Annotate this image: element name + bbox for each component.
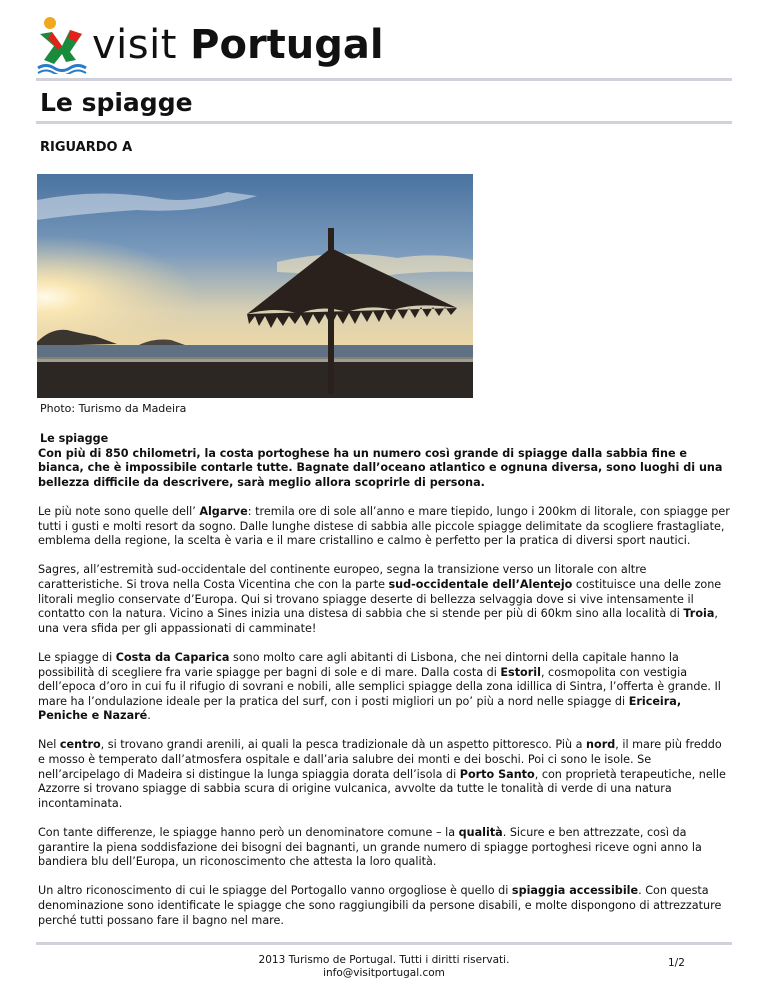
article-intro: Con più di 850 chilometri, la costa portoghese ha un numero così grande di spiagge dalla sabbia fine e bianca, che è impossibile contarle tutte. Bagnate dall’oceano atlantico e ognuna diversa, sono luoghi di una bellezza difficile da descrivere, sarà meglio allora scoprirle di persona.	[38, 446, 723, 489]
photo-caption: Photo: Turismo da Madeira	[40, 402, 187, 415]
highlight-qualita: qualità	[458, 826, 503, 840]
highlight-nord: nord	[586, 738, 616, 752]
highlight-troia: Troia	[683, 607, 715, 621]
paragraph-accessibile: Un altro riconoscimento di cui le spiagge del Portogallo vanno orgogliose è quello di spiaggia accessibile. Con questa denominazione sono identificate le spiagge che sono raggiungibili da persone disabili, e molte dispongono di attrezzature perché tutti possano fare il bagno nel mare.	[38, 884, 722, 927]
highlight-estoril: Estoril	[500, 665, 541, 679]
footer-copyright: 2013 Turismo de Portugal. Tutti i diritti riservati.	[258, 954, 510, 966]
highlight-centro: centro	[59, 738, 101, 752]
portugal-emblem-icon	[36, 16, 92, 74]
paragraph-lisbona: Le spiagge di Costa da Caparica sono molto care agli abitanti di Lisbona, che nei dintorni della capitale hanno la possibilità di scegliere fra varie spiagge per bagni di sole e di mare. Dalla costa di Estoril, cosmopolita con vestigia dell’epoca d’oro in cui fu il rifugio di sovrani e nobili, alle semplici spiagge della zona idillica di Sintra, l’offerta è grande. Il mare ha l’ondulazione ideale per la pratica del surf, con i posti migliori un po’ più a nord nelle spiagge di Ericeira, Peniche e Nazaré.	[38, 650, 721, 723]
section-heading: RIGUARDO A	[40, 140, 133, 155]
paragraph-centro-nord: Nel centro, si trovano grandi arenili, ai quali la pesca tradizionale dà un aspetto pittoresco. Più a nord, il mare più freddo e mosso è temperato dall’atmosfera ospitale e dall’aria salubre dei monti e dei boschi. Poi ci sono le isole. Se nell’arcipelago di Madeira si distingue la lunga spiaggia dorata dell’isola di Porto Santo, con proprietà terapeutiche, nelle Azzorre si trovano spiagge di sabbia scura di origine vulcanica, avvolte da tutte le tonalità di verde di una natura incontaminata.	[38, 738, 726, 810]
footer-divider	[36, 942, 732, 945]
logo-portugal: Portugal	[190, 22, 384, 68]
highlight-accessibile: spiaggia accessibile	[511, 884, 639, 898]
footer	[0, 954, 768, 980]
paragraph-alentejo: Sagres, all’estremità sud-occidentale del continente europeo, segna la transizione verso un litorale con altre caratteristiche. Si trova nella Costa Vicentina che con la parte sud-occidentale dell’Alentejo costituisce una delle zone litorali meglio conservate d’Europa. Qui si trovano spiagge deserte di bellezza selvaggia dove si vive intensamente il contatto con la natura. Vicino a Sines inizia una distesa di sabbia che si stende per più di 60km sino alla località di Troia, una vera sfida per gli appassionati di camminate!	[38, 563, 722, 635]
highlight-surf-beaches: Ericeira, Peniche e Nazaré	[38, 694, 682, 723]
page-title: Le spiagge	[40, 88, 193, 117]
logo-wordmark	[92, 22, 384, 68]
beach-umbrella-photo	[37, 174, 473, 398]
header-divider	[36, 78, 732, 81]
highlight-porto-santo: Porto Santo	[459, 767, 535, 781]
paragraph-algarve: Le più note sono quelle dell’ Algarve: tremila ore di sole all’anno e mare tiepido, lungo i 200km di litorale, con spiagge per tutti i gusti e molti resort da sogno. Dalle lunghe distese di sabbia alle piccole spiagge delimitate da scogliere frastagliate, emblema della regione, la scelta è varia e il mare cristallino e calmo è perfetto per la pratica di diversi sport nautici.	[38, 504, 730, 548]
article-subheading: Le spiagge	[40, 432, 109, 445]
title-divider	[36, 121, 732, 124]
footer-email-link[interactable]: info@visitportugal.com	[323, 967, 445, 979]
highlight-algarve: Algarve	[199, 504, 248, 518]
page-number: 1/2	[668, 957, 685, 969]
paragraph-qualita: Con tante differenze, le spiagge hanno però un denominatore comune – la qualità. Sicure e ben attrezzate, così da garantire la piena soddisfazione dei bisogni dei bagnanti, un grande numero di spiagge portoghesi riceve ogni anno la bandiera blu dell’Europa, un riconoscimento che attesta la loro qualità.	[38, 826, 702, 869]
highlight-caparica: Costa da Caparica	[115, 650, 230, 664]
article-body	[38, 432, 730, 943]
highlight-alentejo: sud-occidentale dell’Alentejo	[388, 577, 573, 591]
visitportugal-logo[interactable]	[36, 16, 384, 76]
logo-visit: visit	[92, 22, 177, 68]
